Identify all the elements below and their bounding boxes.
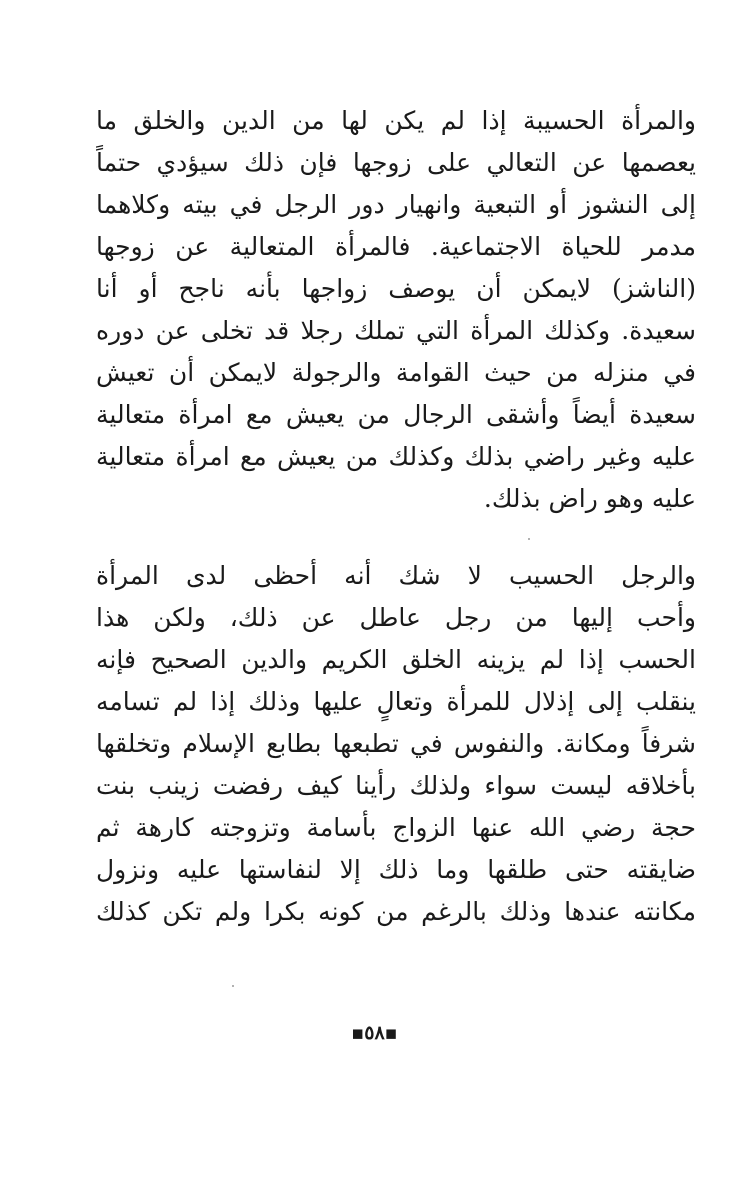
paragraph-line: في منزله من حيث القوامة والرجولة لايمكن أن تعيش: [96, 358, 696, 387]
paragraph-line: الحسب إذا لم يزينه الخلق الكريم والدين الصحيح فإنه: [96, 645, 696, 674]
paragraph-line: (الناشز) لايمكن أن يوصف زواجها بأنه ناجح أو أنا: [96, 274, 696, 303]
paragraph-2: [96, 555, 696, 933]
paragraph-line: وأحب إليها من رجل عاطل عن ذلك، ولكن هذا: [96, 603, 696, 632]
paragraph-line: سعيدة. وكذلك المرأة التي تملك رجلا قد تخلى عن دوره: [96, 316, 696, 345]
paragraph-line: مدمر للحياة الاجتماعية. فالمرأة المتعالية عن زوجها: [96, 232, 696, 261]
paragraph-1: [96, 100, 696, 520]
paragraph-line: والرجل الحسيب لا شك أنه أحظى لدى المرأة: [96, 561, 696, 590]
paragraph-line: والمرأة الحسيبة إذا لم يكن لها من الدين والخلق ما: [96, 106, 696, 135]
paragraph-line: شرفاً ومكانة. والنفوس في تطبعها بطابع الإسلام وتخلقها: [96, 729, 696, 758]
page-number: ▪٥٨▪: [351, 1022, 398, 1044]
scan-speck: [528, 538, 530, 540]
paragraph-line: بأخلاقه ليست سواء ولذلك رأينا كيف رفضت زينب بنت: [96, 771, 696, 800]
paragraph-line: سعيدة أيضاً وأشقى الرجال من يعيش مع امرأة متعالية: [96, 400, 696, 429]
paragraph-line: عليه وغير راضي بذلك وكذلك من يعيش مع امرأة متعالية: [96, 442, 696, 471]
paragraph-line: يعصمها عن التعالي على زوجها فإن ذلك سيؤدي حتماً: [96, 148, 696, 177]
paragraph-line: ضايقته حتى طلقها وما ذلك إلا لنفاستها عليه ونزول: [96, 855, 696, 884]
paragraph-line: مكانته عندها وذلك بالرغم من كونه بكرا ولم تكن كذلك: [96, 897, 696, 926]
scan-speck: [232, 985, 234, 987]
paragraph-last-line: عليه وهو راض بذلك.: [483, 484, 696, 513]
paragraph-line: ينقلب إلى إذلال للمرأة وتعالٍ عليها وذلك إذا لم تسامه: [96, 687, 696, 716]
paragraph-line: إلى النشوز أو التبعية وانهيار دور الرجل في بيته وكلاهما: [96, 190, 696, 219]
paragraph-line: حجة رضي الله عنها الزواج بأسامة وتزوجته كارهة ثم: [96, 813, 696, 842]
